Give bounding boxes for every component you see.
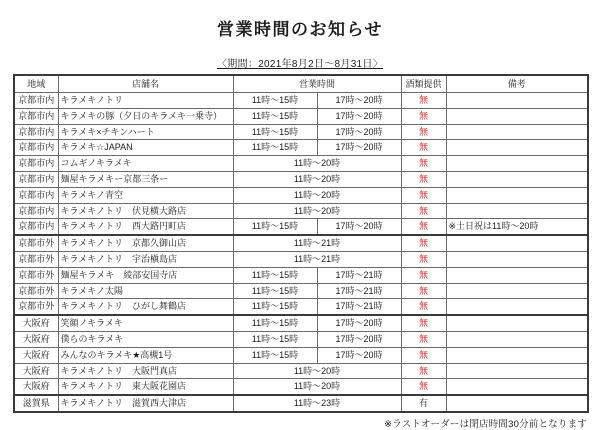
region-cell: 京都市内 [14, 156, 58, 172]
store-cell: キラメキの豚（夕日のキラメキ一乗寺） [58, 108, 233, 124]
region-cell: 京都市外 [14, 283, 58, 299]
table-row [14, 315, 588, 331]
region-cell: 大阪府 [14, 347, 58, 363]
remarks-cell [446, 395, 588, 412]
table-row [14, 283, 588, 299]
alcohol-cell: 有 [401, 395, 446, 412]
alcohol-cell: 無 [401, 203, 446, 219]
alcohol-cell: 無 [401, 235, 446, 251]
hours-cell: 11時～21時 [233, 251, 401, 267]
period-text: 〈期間：2021年8月2日～8月31日〉 [216, 59, 384, 70]
hours-dinner-cell: 17時～20時 [317, 331, 401, 347]
footnote-text: ※ラストオーダーは閉店時間30分前となります [384, 418, 587, 430]
table-row [14, 93, 588, 109]
table-row [14, 331, 588, 347]
table-row [14, 395, 588, 412]
alcohol-cell: 無 [401, 331, 446, 347]
alcohol-cell: 無 [401, 347, 446, 363]
store-cell: キラメキノトリ 西大路円町店 [58, 219, 233, 235]
table-row [14, 171, 588, 187]
region-cell: 京都市外 [14, 235, 58, 251]
store-cell: キラメキノトリ 東大阪花園店 [58, 379, 233, 395]
remarks-cell [446, 283, 588, 299]
remarks-cell [446, 171, 588, 187]
header-store: 店舗名 [58, 75, 233, 93]
hours-lunch-cell: 11時～15時 [233, 331, 317, 347]
region-cell: 滋賀県 [14, 395, 58, 412]
hours-dinner-cell: 17時～20時 [317, 219, 401, 235]
remarks-cell [446, 187, 588, 203]
remarks-cell [446, 315, 588, 331]
header-region: 地域 [14, 75, 58, 93]
table-body [14, 93, 588, 412]
hours-lunch-cell: 11時～15時 [233, 299, 317, 315]
header-remarks: 備考 [446, 75, 588, 93]
hours-lunch-cell: 11時～15時 [233, 124, 317, 140]
remarks-cell [446, 299, 588, 315]
hours-cell: 11時～20時 [233, 203, 401, 219]
table-header-row [14, 75, 588, 93]
region-cell: 京都市外 [14, 267, 58, 283]
store-cell: キラメキ☆JAPAN [58, 140, 233, 156]
region-cell: 京都市内 [14, 171, 58, 187]
alcohol-cell: 無 [401, 93, 446, 109]
hours-dinner-cell: 17時～20時 [317, 315, 401, 331]
hours-cell: 11時～21時 [233, 235, 401, 251]
hours-cell: 11時～20時 [233, 379, 401, 395]
hours-dinner-cell: 17時～20時 [317, 124, 401, 140]
store-cell: 麺屋キラメキ 綾部安国寺店 [58, 267, 233, 283]
table-row [14, 108, 588, 124]
store-cell: 麺屋キラメキー京都三条ー [58, 171, 233, 187]
alcohol-cell: 無 [401, 379, 446, 395]
store-cell: 僕らのキラメキ [58, 331, 233, 347]
hours-table [13, 74, 589, 413]
hours-lunch-cell: 11時～15時 [233, 347, 317, 363]
region-cell: 京都市外 [14, 299, 58, 315]
alcohol-cell: 無 [401, 156, 446, 172]
hours-lunch-cell: 11時～15時 [233, 93, 317, 109]
store-cell: キラメキ×チキンハート [58, 124, 233, 140]
remarks-cell [446, 93, 588, 109]
region-cell: 京都市内 [14, 108, 58, 124]
hours-lunch-cell: 11時～15時 [233, 219, 317, 235]
table-row [14, 299, 588, 315]
remarks-cell [446, 203, 588, 219]
page-title: 営業時間のお知らせ [217, 20, 383, 39]
remarks-cell [446, 235, 588, 251]
remarks-cell: ※土日祝は11時～20時 [446, 219, 588, 235]
hours-cell: 11時～20時 [233, 363, 401, 379]
store-cell: キラメキノ青空 [58, 187, 233, 203]
table-row [14, 235, 588, 251]
remarks-cell [446, 124, 588, 140]
store-cell: キラメキノトリ 伏見横大路店 [58, 203, 233, 219]
store-cell: キラメキノトリ [58, 93, 233, 109]
hours-dinner-cell: 17時～21時 [317, 299, 401, 315]
remarks-cell [446, 140, 588, 156]
hours-cell: 11時～20時 [233, 156, 401, 172]
hours-cell: 11時～20時 [233, 171, 401, 187]
table-row [14, 219, 588, 235]
table-row [14, 379, 588, 395]
region-cell: 京都市内 [14, 203, 58, 219]
remarks-cell [446, 363, 588, 379]
hours-cell: 11時～23時 [233, 395, 401, 412]
remarks-cell [446, 108, 588, 124]
alcohol-cell: 無 [401, 171, 446, 187]
hours-dinner-cell: 17時～20時 [317, 347, 401, 363]
table-row [14, 363, 588, 379]
remarks-cell [446, 347, 588, 363]
alcohol-cell: 無 [401, 124, 446, 140]
hours-dinner-cell: 17時～20時 [317, 93, 401, 109]
remarks-cell [446, 379, 588, 395]
hours-dinner-cell: 17時～20時 [317, 140, 401, 156]
remarks-cell [446, 331, 588, 347]
region-cell: 大阪府 [14, 315, 58, 331]
alcohol-cell: 無 [401, 363, 446, 379]
region-cell: 京都市内 [14, 93, 58, 109]
table-row [14, 203, 588, 219]
table-row [14, 156, 588, 172]
alcohol-cell: 無 [401, 108, 446, 124]
region-cell: 大阪府 [14, 331, 58, 347]
hours-lunch-cell: 11時～15時 [233, 108, 317, 124]
region-cell: 大阪府 [14, 363, 58, 379]
table-row [14, 187, 588, 203]
hours-lunch-cell: 11時～15時 [233, 267, 317, 283]
hours-lunch-cell: 11時～15時 [233, 140, 317, 156]
remarks-cell [446, 156, 588, 172]
store-cell: キラメキノ太陽 [58, 283, 233, 299]
region-cell: 京都市内 [14, 140, 58, 156]
region-cell: 京都市外 [14, 251, 58, 267]
hours-cell: 11時～20時 [233, 187, 401, 203]
table-row [14, 267, 588, 283]
hours-dinner-cell: 17時～21時 [317, 267, 401, 283]
alcohol-cell: 無 [401, 315, 446, 331]
store-cell: みんなのキラメキ★高槻1号 [58, 347, 233, 363]
table-row [14, 140, 588, 156]
store-cell: キラメキノトリ 滋賀西大津店 [58, 395, 233, 412]
hours-lunch-cell: 11時～15時 [233, 283, 317, 299]
alcohol-cell: 無 [401, 251, 446, 267]
hours-dinner-cell: 17時～20時 [317, 108, 401, 124]
store-cell: キラメキノトリ ひがし舞鶴店 [58, 299, 233, 315]
header-hours: 営業時間 [233, 75, 401, 93]
table-row [14, 124, 588, 140]
region-cell: 京都市内 [14, 124, 58, 140]
alcohol-cell: 無 [401, 283, 446, 299]
store-cell: キラメキノトリ 京都久御山店 [58, 235, 233, 251]
hours-lunch-cell: 11時～15時 [233, 315, 317, 331]
store-cell: 笑顔ノキラメキ [58, 315, 233, 331]
alcohol-cell: 無 [401, 187, 446, 203]
store-cell: キラメキノトリ 大阪門真店 [58, 363, 233, 379]
table-row [14, 347, 588, 363]
alcohol-cell: 無 [401, 219, 446, 235]
alcohol-cell: 無 [401, 267, 446, 283]
hours-dinner-cell: 17時～21時 [317, 283, 401, 299]
table-row [14, 251, 588, 267]
alcohol-cell: 無 [401, 299, 446, 315]
region-cell: 京都市内 [14, 219, 58, 235]
store-cell: キラメキノトリ 宇治槇島店 [58, 251, 233, 267]
remarks-cell [446, 251, 588, 267]
alcohol-cell: 無 [401, 140, 446, 156]
header-alcohol: 酒類提供 [401, 75, 446, 93]
store-cell: コムギノキラメキ [58, 156, 233, 172]
region-cell: 京都市内 [14, 187, 58, 203]
region-cell: 大阪府 [14, 379, 58, 395]
remarks-cell [446, 267, 588, 283]
